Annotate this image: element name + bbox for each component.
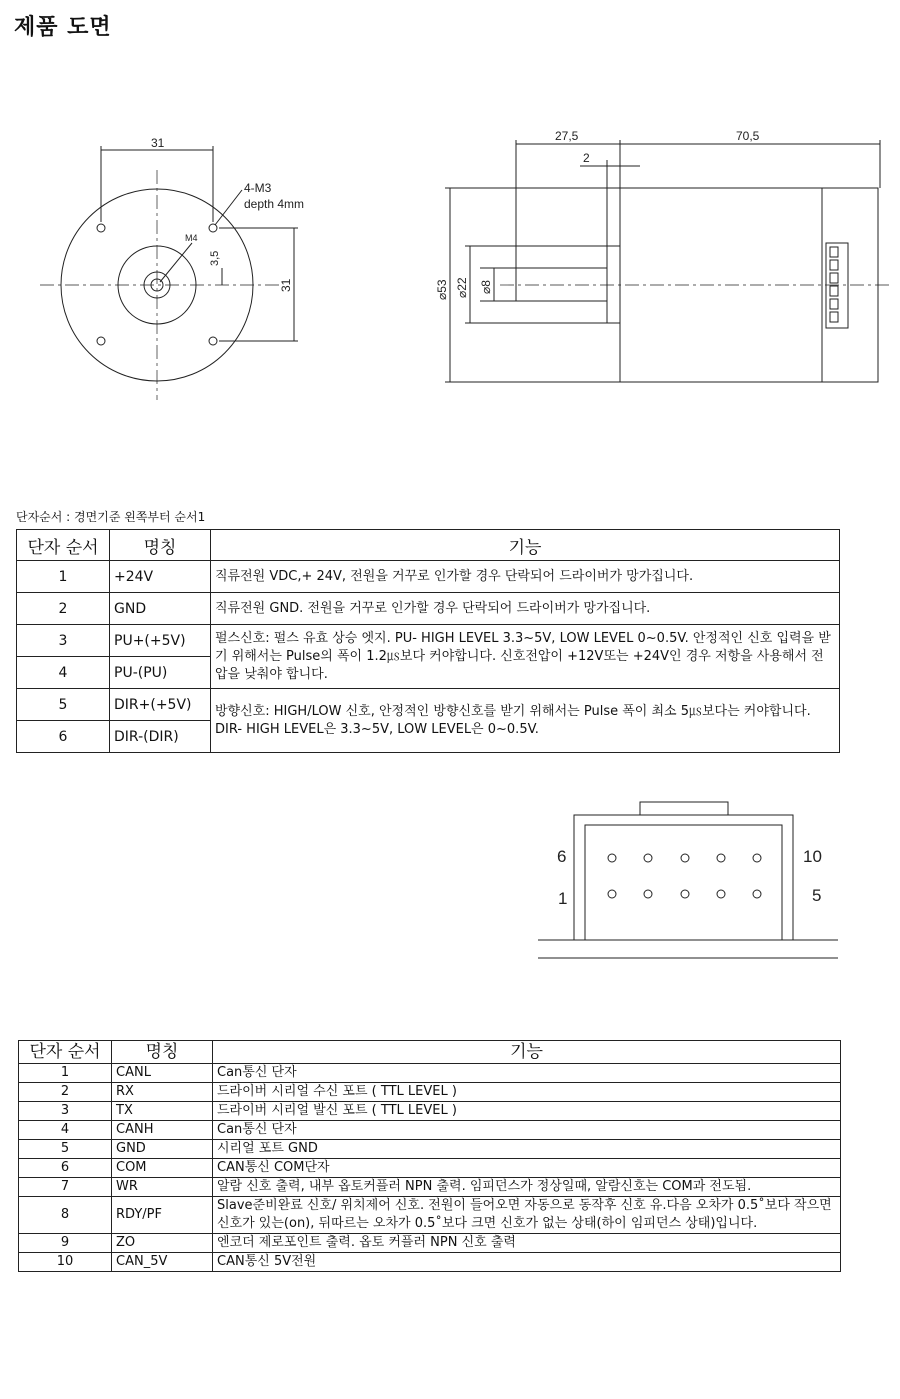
encoder-pin-table [18,1040,841,1272]
table-row [17,689,840,721]
header-pin-order: 단자 순서 [19,1041,112,1064]
pin-name: TX [112,1102,213,1121]
pin-function: CAN통신 COM단자 [213,1159,841,1178]
shaft-label: M4 [185,233,198,243]
side-view [445,140,890,382]
pin-name: +24V [110,561,211,593]
pin-label-1: 1 [558,889,568,908]
pin-function: 알람 신호 출력, 내부 옵토커플러 NPN 출력. 임피던스가 정상일때, 알람신호는 COM과 전도됨. [213,1178,841,1197]
pin-order-caption: 단자순서 : 경면기준 왼쪽부터 순서1 [16,510,206,524]
pin-number: 10 [19,1253,112,1272]
page-title: 제품 도면 [14,15,112,40]
pin-number: 2 [19,1083,112,1102]
header-name: 명칭 [110,530,211,561]
table-row [19,1178,841,1197]
table-row [17,625,840,657]
table-row [19,1140,841,1159]
pin-function: 직류전원 VDC,+ 24V, 전원을 거꾸로 인가할 경우 단락되어 드라이버가 망가집니다. [211,561,840,593]
pin-name: CANL [112,1064,213,1083]
pin-number: 3 [19,1102,112,1121]
pin-name: PU-(PU) [110,657,211,689]
pin-name: RX [112,1083,213,1102]
pin-number: 1 [19,1064,112,1083]
connector-diagram [538,802,838,958]
pin-label-5: 5 [812,886,822,905]
pin-number: 6 [19,1159,112,1178]
pin-number: 6 [17,721,110,753]
pin-function: 직류전원 GND. 전원을 거꾸로 인가할 경우 단락되어 드라이버가 망가집니다. [211,593,840,625]
hole-label-1: 4-M3 [244,181,272,195]
pin-function: 엔코더 제로포인트 출력. 옵토 커플러 NPN 신호 출력 [213,1234,841,1253]
pin-number: 7 [19,1178,112,1197]
hole-label-2: depth 4mm [244,197,305,211]
pin-number: 5 [19,1140,112,1159]
pin-function: 펄스신호: 펄스 유효 상승 엣지. PU- HIGH LEVEL 3.3~5V, LOW LEVEL 0~0.5V. 안정적인 신호 입력을 받기 위해서는 Pulse의 폭이 1.2㎲보다 커야합니다. 신호전압이 +12V또는 +24V인 경우 저항을 사용해서 전압을 낮춰야 합니다. [211,625,840,689]
pin-number: 8 [19,1197,112,1234]
pin-name: ZO [112,1234,213,1253]
table-row [19,1159,841,1178]
pin-number: 1 [17,561,110,593]
pin-name: CAN_5V [112,1253,213,1272]
pin-number: 4 [17,657,110,689]
table-row [19,1064,841,1083]
header-function: 기능 [211,530,840,561]
dim-70-5: 70,5 [736,129,760,143]
pin-function: CAN통신 5V전원 [213,1253,841,1272]
dim-dia-53: ⌀53 [435,279,449,300]
pin-label-6: 6 [557,847,567,866]
pin-function: Can통신 단자 [213,1121,841,1140]
pin-name: GND [110,593,211,625]
header-pin-order: 단자 순서 [17,530,110,561]
pin-function: 방향신호: HIGH/LOW 신호, 안정적인 방향신호를 받기 위해서는 Pulse 폭이 최소 5㎲보다는 커야합니다. DIR- HIGH LEVEL은 3.3~5V, LOW LEVEL은 0~0.5V. [211,689,840,753]
table-row [19,1253,841,1272]
dim-3-5: 3,5 [209,250,221,266]
pin-name: COM [112,1159,213,1178]
dim-31-right: 31 [279,278,293,292]
table-header [17,530,840,561]
pin-name: PU+(+5V) [110,625,211,657]
pin-name: DIR-(DIR) [110,721,211,753]
pin-function: Can통신 단자 [213,1064,841,1083]
header-function: 기능 [213,1041,841,1064]
dim-2: 2 [583,151,590,165]
table-header [19,1041,841,1064]
dim-27-5: 27,5 [555,129,579,143]
header-name: 명칭 [112,1041,213,1064]
table-row [17,593,840,625]
pin-number: 9 [19,1234,112,1253]
table-row [19,1234,841,1253]
pin-number: 3 [17,625,110,657]
table-row [19,1121,841,1140]
pin-name: GND [112,1140,213,1159]
table-row [17,561,840,593]
pin-number: 4 [19,1121,112,1140]
dim-dia-22: ⌀22 [455,277,469,298]
dim-dia-8: ⌀8 [479,280,493,294]
table-row [19,1102,841,1121]
pin-name: RDY/PF [112,1197,213,1234]
power-pin-table [16,529,840,753]
pin-function: Slave준비완료 신호/ 위치제어 신호. 전원이 들어오면 자동으로 동작후 신호 유.다음 오차가 0.5˚보다 작으면 신호가 있는(on), 뒤따르는 오차가 0.5˚보다 크면 신호가 없는 상태(하이 임피던스 상태)입니다. [213,1197,841,1234]
pin-number: 2 [17,593,110,625]
pin-function: 시리얼 포트 GND [213,1140,841,1159]
pin-name: DIR+(+5V) [110,689,211,721]
pin-name: WR [112,1178,213,1197]
table-row [19,1083,841,1102]
pin-label-10: 10 [803,847,822,866]
dim-31-top: 31 [151,136,165,150]
table-row [19,1197,841,1234]
pin-name: CANH [112,1121,213,1140]
pin-number: 5 [17,689,110,721]
pin-function: 드라이버 시리얼 발신 포트 ( TTL LEVEL ) [213,1102,841,1121]
pin-function: 드라이버 시리얼 수신 포트 ( TTL LEVEL ) [213,1083,841,1102]
